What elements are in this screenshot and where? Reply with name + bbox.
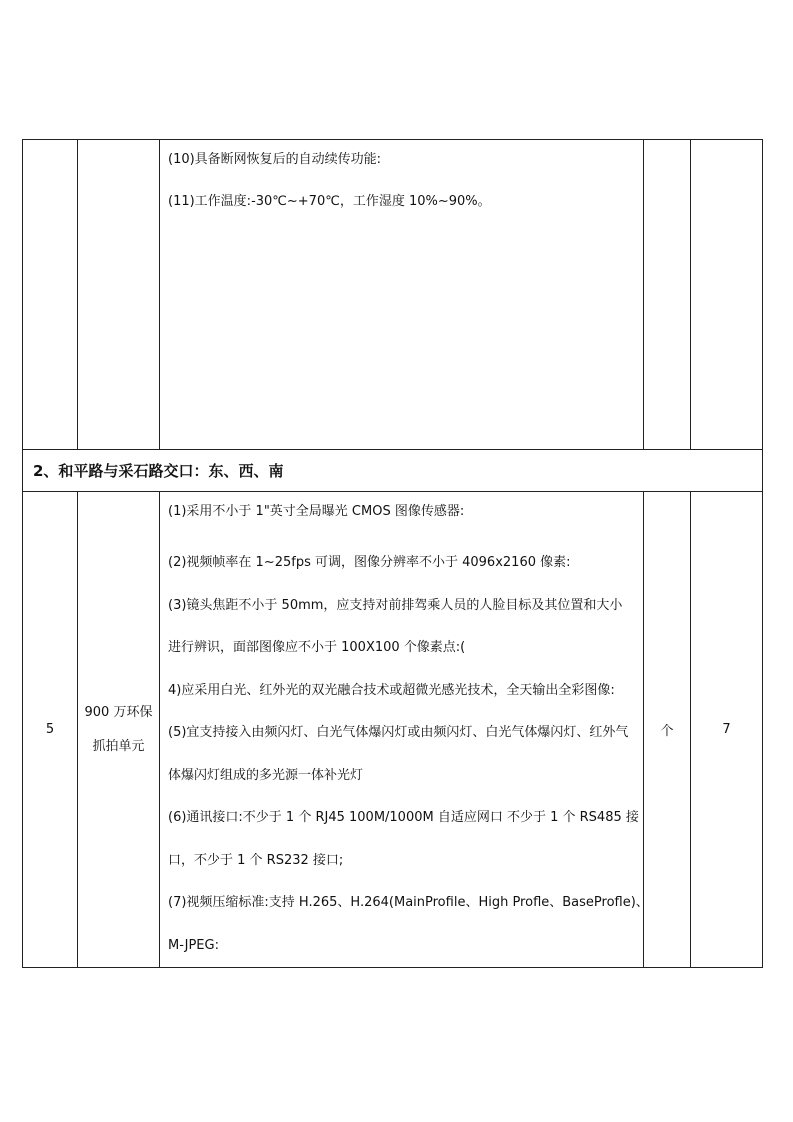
spec-line: 进行辨识，面部图像应不小于 100X100 个像素点:( — [168, 640, 466, 655]
spec-line: 4)应采用白光、红外光的双光融合技术或超微光感光技术，全天输出全彩图像: — [168, 682, 615, 698]
spec-line: (7)视频压缩标准:支持 H.265、H.264(MainProfile、High Profle、BaseProfle)、 — [168, 895, 649, 910]
table-row-continued — [23, 140, 763, 450]
spec-line: 体爆闪灯组成的多光源一体补光灯 — [168, 767, 364, 783]
row-index: 5 — [23, 492, 78, 968]
unit-cell-empty — [644, 140, 691, 450]
spec-line: (3)镜头焦距不小于 50mm，应支持对前排驾乘人员的人脸目标及其位置和大小 — [168, 597, 623, 613]
name-cell-empty — [78, 140, 160, 450]
spec-line: (5)宜支持接入由频闪灯、白光气体爆闪灯或由频闪灯、白光气体爆闪灯、红外气 — [168, 725, 629, 740]
spec-line: (10)具备断网恢复后的自动续传功能: — [168, 152, 382, 167]
qty-cell-empty — [691, 140, 763, 450]
index-cell-empty — [23, 140, 78, 450]
item-name-cell — [78, 492, 160, 968]
item-name-line-2: 抓拍单元 — [92, 738, 145, 754]
table-row — [23, 492, 763, 968]
spec-cell — [160, 492, 649, 968]
spec-line: (1)采用不小于 1"英寸全局曝光 CMOS 图像传感器: — [168, 504, 465, 519]
spec-line: (6)通讯接口:不少于 1 个 RJ45 100M/1000M 自适应网口 不少于 1 个 RS485 接 — [168, 810, 639, 825]
spec-line: (11)工作温度:-30℃~+70℃，工作湿度 10%~90%。 — [168, 194, 491, 209]
spec-table — [22, 139, 763, 968]
spec-line: (2)视频帧率在 1~25fps 可调，图像分辨率不小于 4096x2160 像素: — [168, 555, 571, 570]
spec-line: 口，不少于 1 个 RS232 接口; — [168, 852, 344, 868]
section-title: 2、和平路与采石路交口：东、西、南 — [23, 450, 763, 492]
quantity-cell: 7 — [691, 492, 763, 968]
spec-cell-continued — [160, 140, 644, 450]
spec-line: M-JPEG: — [168, 937, 219, 953]
item-name-line-1: 900 万环保 — [84, 704, 153, 720]
section-header-row — [23, 450, 763, 492]
unit-cell: 个 — [644, 492, 691, 968]
